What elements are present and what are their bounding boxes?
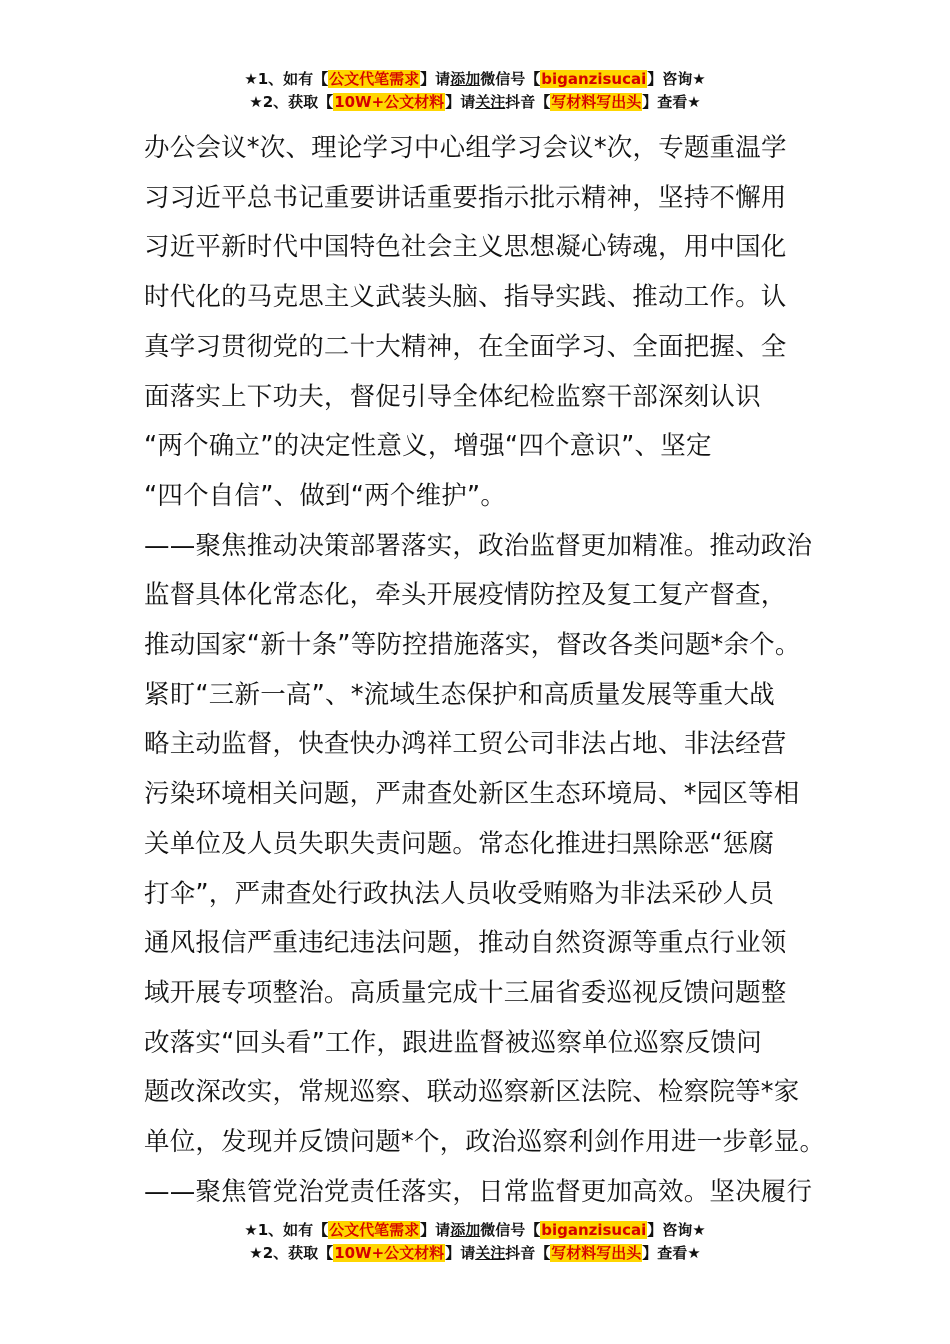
body-line: ——聚焦推动决策部署落实，政治监督更加精准。推动政治 (144, 530, 813, 561)
body-line: 监督具体化常态化，牵头开展疫情防控及复工复产督查， (144, 580, 787, 611)
banner-text: 】请 (420, 1221, 451, 1239)
banner-text: 】请 (445, 1244, 476, 1262)
banner-text: 】请 (420, 70, 451, 88)
highlight-douyin: 写材料写出头 (551, 1244, 642, 1262)
body-line: 紧盯“三新一高”、*流域生态保护和高质量发展等重大战 (144, 679, 775, 710)
banner-line-2 (0, 1242, 950, 1265)
banner-underlined-text: 关注 (475, 93, 506, 111)
highlight-wechat-id: biganzisucai (541, 1221, 647, 1239)
banner-underlined-text: 关注 (475, 1244, 506, 1262)
body-line: 办公会议*次、理论学习中心组学习会议*次，专题重温学 (144, 133, 787, 163)
footer-banner (0, 1219, 950, 1265)
body-line: 关单位及人员失职失责问题。常态化推进扫黑除恶“惩腐 (144, 828, 775, 859)
body-line: “四个自信”、做到“两个维护”。 (144, 480, 507, 511)
body-line: 习近平新时代中国特色社会主义思想凝心铸魂，用中国化 (144, 232, 787, 263)
banner-line-2 (0, 91, 950, 114)
highlight-douyin: 写材料写出头 (551, 93, 642, 111)
body-line: 题改深改实，常规巡察、联动巡察新区法院、检察院等*家 (144, 1077, 800, 1108)
highlight-wechat-id: biganzisucai (541, 70, 647, 88)
banner-line-1 (0, 68, 950, 91)
banner-text: ★1、如有【 (244, 70, 329, 88)
banner-underlined-text: 添加 (450, 1221, 481, 1239)
highlight-materials: 10W+公文材料 (334, 1244, 445, 1262)
body-line: 打伞”，严肃查处行政执法人员收受贿赂为非法采砂人员 (144, 878, 775, 909)
body-line: ——聚焦管党治党责任落实，日常监督更加高效。坚决履行 (144, 1176, 813, 1207)
banner-text: 】咨询★ (647, 70, 706, 88)
body-line: 面落实上下功夫，督促引导全体纪检监察干部深刻认识 (144, 381, 761, 412)
highlight-service: 公文代笔需求 (329, 70, 420, 88)
body-line: 时代化的马克思主义武装头脑、指导实践、推动工作。认 (144, 282, 787, 313)
body-line: 真学习贯彻党的二十大精神，在全面学习、全面把握、全 (144, 331, 787, 362)
body-line: “两个确立”的决定性意义，增强“四个意识”、坚定 (144, 431, 712, 462)
banner-text: 】咨询★ (647, 1221, 706, 1239)
highlight-service: 公文代笔需求 (329, 1221, 420, 1239)
body-line: 略主动监督，快查快办鸿祥工贸公司非法占地、非法经营 (144, 729, 787, 760)
highlight-materials: 10W+公文材料 (334, 93, 445, 111)
body-line: 推动国家“新十条”等防控措施落实，督改各类问题*余个。 (144, 630, 801, 661)
body-line: 习习近平总书记重要讲话重要指示批示精神，坚持不懈用 (144, 182, 787, 213)
banner-text: 抖音【 (505, 93, 551, 111)
banner-text: 】请 (445, 93, 476, 111)
banner-underlined-text: 添加 (450, 70, 481, 88)
header-banner (0, 68, 950, 114)
banner-text: ★2、获取【 (249, 1244, 334, 1262)
banner-text: 】查看★ (642, 93, 701, 111)
banner-text: 微信号【 (480, 1221, 541, 1239)
banner-text: ★2、获取【 (249, 93, 334, 111)
body-line: 域开展专项整治。高质量完成十三届省委巡视反馈问题整 (144, 977, 787, 1008)
body-line: 改落实“回头看”工作，跟进监督被巡察单位巡察反馈问 (144, 1027, 762, 1058)
body-line: 通风报信严重违纪违法问题，推动自然资源等重点行业领 (144, 928, 787, 959)
document-body (144, 124, 844, 1217)
body-line: 污染环境相关问题，严肃查处新区生态环境局、*园区等相 (144, 779, 800, 810)
banner-text: 微信号【 (480, 70, 541, 88)
body-line: 单位，发现并反馈问题*个，政治巡察利剑作用进一步彰显。 (144, 1127, 826, 1158)
banner-line-1 (0, 1219, 950, 1242)
banner-text: 】查看★ (642, 1244, 701, 1262)
banner-text: 抖音【 (505, 1244, 551, 1262)
banner-text: ★1、如有【 (244, 1221, 329, 1239)
